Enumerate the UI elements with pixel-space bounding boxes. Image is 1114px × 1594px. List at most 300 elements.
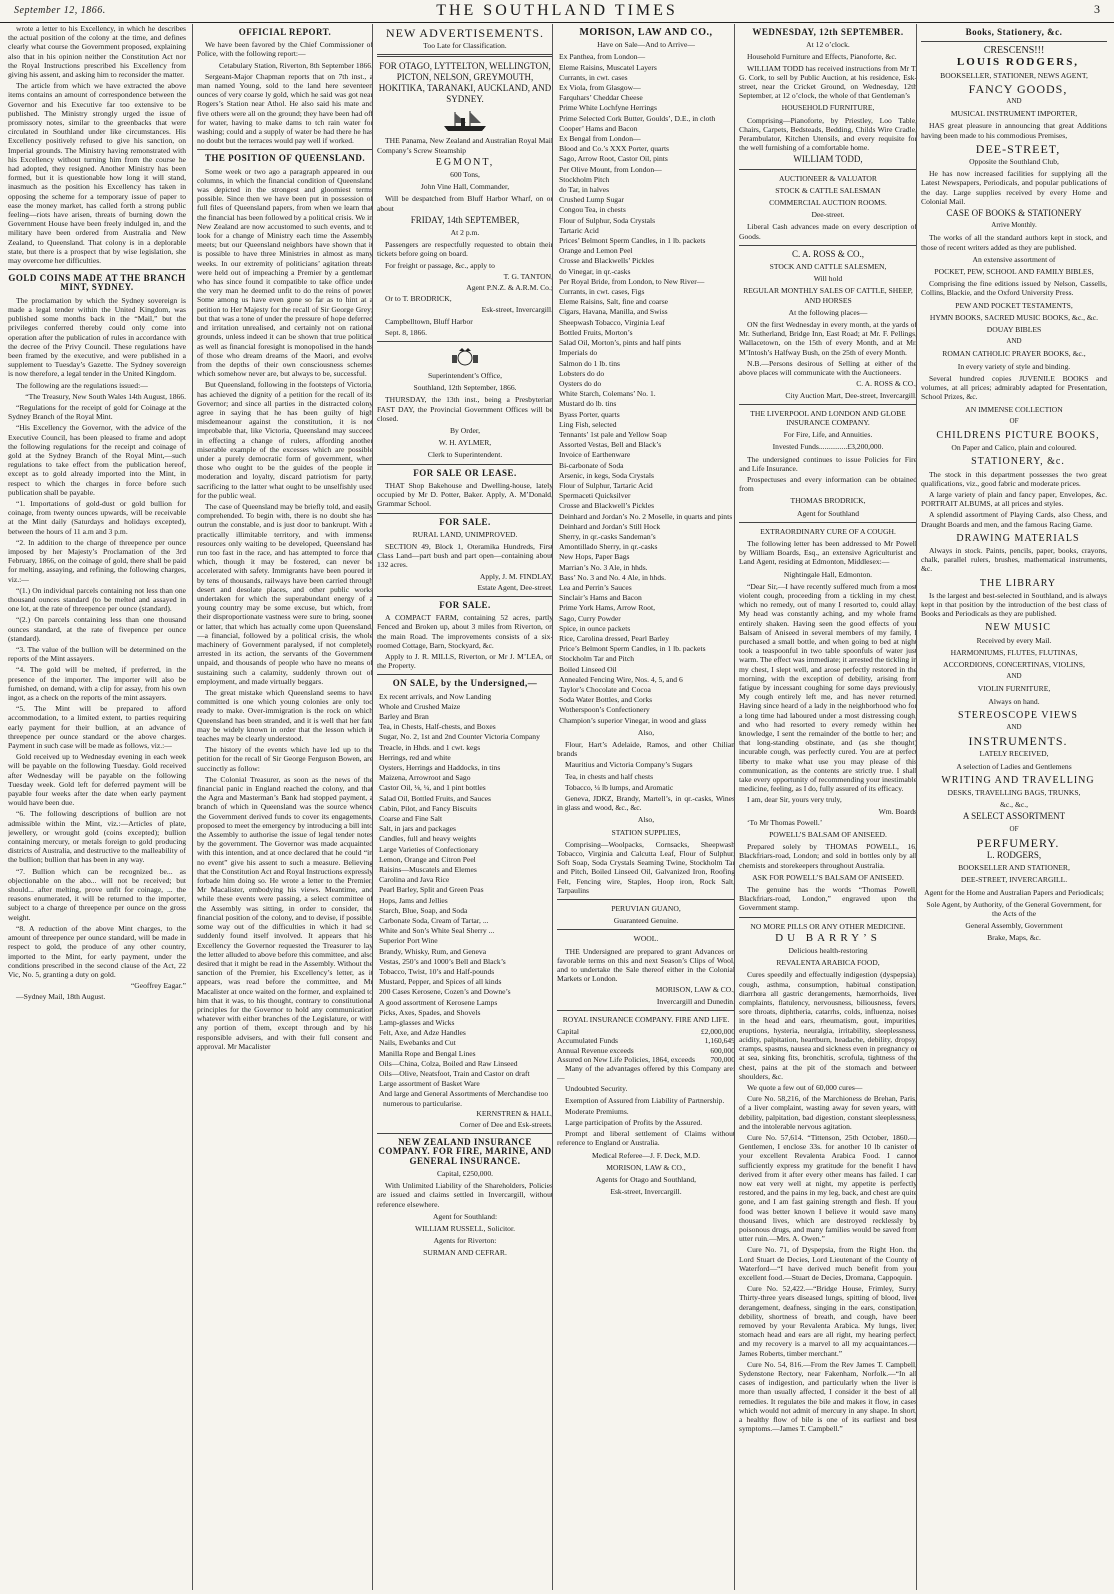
ad-text: Agents for Otago and Southland, <box>595 1174 697 1184</box>
ad-heading: WOOL. <box>633 934 659 944</box>
ad-heading: LOUIS RODGERS, <box>956 56 1080 69</box>
article-paragraph: “(1.) On individual parcels containing not less than one thousand ounces standard (to be melted and assayed in one lot, at the rate of threepence per ounce (standard). <box>8 585 186 614</box>
ad-text: THE Panama, New Zealand and Australian Royal Mail Company’s Screw Steamship <box>377 136 553 155</box>
list-item: Wotherspoon’s Confectionery <box>559 705 650 715</box>
list-item: Crushed Lump Sugar <box>559 195 624 205</box>
column-5 <box>734 24 917 1590</box>
ad-text: POWELL’S BALSAM OF ANISEED. <box>769 830 887 840</box>
list-item: Brandy, Whisky, Rum, and Geneva <box>379 946 487 956</box>
ad-heading: POCKET, PEW, SCHOOL AND FAMILY BIBLES, <box>934 267 1094 277</box>
ad-text: City Auction Mart, Dee-street, Invercargill. <box>785 390 917 400</box>
divider <box>377 464 553 465</box>
ad-text: Also, <box>637 815 655 825</box>
divider <box>739 404 917 405</box>
divider <box>377 513 553 514</box>
ad-text: We quote a few out of 60,000 cures— <box>747 1082 863 1092</box>
article-paragraph: “1. Importations of gold-dust or gold bullion for coinage, from twenty ounces upwards, will be receivable at the Mint daily (Saturdays and holidays excepted), between the hours of 11 a.m and 3 p.m. <box>8 498 186 536</box>
list-item: Sheepwash Tobacco, Virginia Leaf <box>559 317 665 327</box>
article-paragraph: The article from which we have extracted the above items contains an amount of correspondence between the Governor and his Executive far too extensive to be published. The Ministry strongly urged the issue of promissory notes, similar to the greenbacks that were circulated in Southland under like circumstances. His Excellency positively refused to give his sanction, on Imperial grounds. The Ministry having remonstrated with his Excellency without turning him from the course he had adopted, they resigned. Another Ministry has been formed, but it is questionable how long it will stand, inasmuch as the position his Excellency has taken in opposing the scheme for a temporary issue of paper to ease the money market, has called forth a strong public feeling—riots have arisen, threats of burning down the Government House have been freely indulged in, and the military have been ordered from Australia and New Zealand, to Queensland. That colony is in a deplorable state, but there is a prospect that by wise legislation, she may overcome her difficulties. <box>8 81 186 266</box>
article-paragraph: The proclamation by which the Sydney sovereign is made a legal tender within the United Kingdom, was published some months back in the “Mail,” but the privileges conferred thereby could only come into operation after the publication of rules in accordance with the decree of the Privy Council. These regulations have been framed by the executive, and were published in a supplement to Tuesday’s Gazette. The Sydney sovereign is now therefore, a legal tender in the United Kingdom. <box>8 295 186 379</box>
ad-heading: FOR SALE. <box>439 599 491 610</box>
ad-text: Comprising—Woolpacks, Cornsacks, Sheepwash Tobacco, Virginia and Calcutta Leaf, Flour of Sulphur, Soft Soap, Soda Crystals Seaming Twine, Stockholm Tar and Pitch, Boiled Linseed Oil, Galvanized Iron, Roofing Felt, Fencing wire, Staples, Hoop iron, Rock Salt, Tarpaulins <box>557 839 735 895</box>
list-item: Deinhard and Jordan’s Still Hock <box>559 521 661 531</box>
section-subhead: Too Late for Classification. <box>423 41 507 51</box>
list-item: Carolina and Java Rice <box>379 875 450 885</box>
page-number: 3 <box>1094 2 1100 16</box>
ad-text: STATION SUPPLIES, <box>611 827 681 837</box>
ad-text: A selection of Ladies and Gentlemens <box>956 761 1072 771</box>
ad-text: The stock in this department possesses the two great qualifications, viz., good fabric and moderate prices. <box>921 469 1107 488</box>
list-item: Raisins—Muscatels and Elemes <box>379 865 477 874</box>
ad-heading: WRITING AND TRAVELLING <box>941 774 1095 786</box>
list-item: Prices’ Belmont Sperm Candles, in 1 lb. packets <box>559 236 706 246</box>
ad-text: Will hold <box>813 274 843 284</box>
list-item: Crosse and Blackwells’ Pickles <box>559 256 654 266</box>
article-headline: OFFICIAL REPORT. <box>238 27 332 37</box>
ad-text: COMMERCIAL AUCTION ROOMS. <box>769 198 887 208</box>
ad-text: Corner of Dee and Esk-streets. <box>459 1120 553 1130</box>
ad-heading: A SELECT ASSORTMENT <box>962 811 1066 822</box>
ad-heading: VIOLIN FURNITURE, <box>977 684 1051 694</box>
list-item: Vestas, 250’s and 1000’s Bell and Black’s <box>379 956 506 966</box>
ad-text: ON the first Wednesday in every month, at the yards of Mr. Sutherland, Bridge Inn, East Road; at Mr. F. Pellings, Wallacetown, on the 15th of every Month, and at Mr. M’Intosh’s Halfway Bush, on the 25th of every Month. <box>739 320 917 357</box>
divider <box>377 596 553 597</box>
list-item: Lamp-glasses and Wicks <box>379 1018 455 1028</box>
ad-text: At the following places— <box>788 307 868 317</box>
list-item: Per Royal Bride, from London, to New River— <box>559 276 705 286</box>
ad-text: OF <box>1009 824 1019 833</box>
list-item: do Tar, in halves <box>559 185 610 195</box>
list-item: Salmon do 1 lb. tins <box>559 358 620 368</box>
ad-text: At 12 o’clock. <box>806 40 850 50</box>
ad-text: A large variety of plain and fancy paper, Envelopes, &c. PORTRAIT ALBUMS, at all prices and styles. <box>921 489 1107 509</box>
divider <box>557 929 735 930</box>
ad-text: Comprising the fine editions issued by Nelson, Cassells, Collins, Blackie, and the Oxford University Press. <box>921 279 1107 298</box>
list-item: Stockholm Tar and Pitch <box>559 654 635 664</box>
ad-text: WILLIAM TODD has received instructions from Mr T. G. Cork, to sell by Public Auction, at his residence, Esk-street, near the Cricket Ground, on Wednesday, 12th September, at 12 o’clock, the whole of that Gentleman’s <box>739 63 917 101</box>
article-paragraph: The Colonial Treasurer, as soon as the news of the financial panic in England reached the colony, and that the Agra and Masterman’s Bank had stopped payment, a branch of which in Queensland was the source whence the Government derived funds to cover its engagements, proposed to meet the emergency by introducing a bill into the Assembly to authorise the issue of legal tender notes by the government. The Governor was made acquainted with this intention, and at once declared that he could “in no event” give his assent to such a measure. Believing that the Constitution Act and Royal Instructions expressly forbade him doing so. He wrote a letter to the Premier, Mr Macalister, embodying his views. Meantime, and while these events were passing, a select committee of the Assembly was sitting, in order to consider, the financial position of the colony, and to devise, if possible, some way out of the difficulties in which it had so suddenly found itself involved. It appears that his Excellency the Governor requested the Treasurer to lay the letter alluded to above before this committee, and also desired that it might be read in the Assembly. Without the sanction of the Premier, his Excellency’s letter, as it appears, was read before the committee, and Mr Macalister at once waited on the former, and explained to him that it was, to his thought, contrary to constitutional principles for the Governor to hold any communication whatever with either branches of the Legislature, or with any portion of them, except through and by his responsible advisers, and with their full consent and approval. Mr Macalister <box>197 774 373 1051</box>
ad-text: Geneva, JDKZ, Brandy, Martell’s, in qr.-casks, Wines in glass and wood, &c., &c. <box>557 794 735 813</box>
list-item: Salad Oil, Morton’s, pints and half pints <box>559 338 681 348</box>
list-item: Tea, in Chests, Half-chests, and Boxes <box>379 722 496 732</box>
list-item: Felt, Axe, and Adze Handles <box>379 1028 466 1038</box>
list-item: Taylor’s Chocolate and Cocoa <box>559 685 651 694</box>
ad-heading: DRAWING MATERIALS <box>956 532 1080 544</box>
row-label: Capital <box>557 1027 579 1037</box>
ad-text: Brake, Maps, &c. <box>987 933 1041 943</box>
list-item: And large and General Assortments of Merchandise too numerous to particularise. <box>379 1089 549 1108</box>
ad-text: WILLIAM RUSSELL, Solicitor. <box>415 1223 515 1233</box>
list-item: Farquhars’ Cheddar Cheese <box>559 93 643 103</box>
list-item: Currants, in cwt. cases, Figs <box>559 287 645 297</box>
article-paragraph: Sergeant-Major Chapman reports that on 7th inst., a man named Young, sold to the land here seventeen ounces of very coarse ly gold, which he said was got near Rogers’s Station near Athol. He also said his mate and five others were all on the ground; they have been had off for water, having to make dams to tch rain water for washing; could and a supply of water be had there he has no doubt but the terraces would pay well if worked. <box>197 71 373 146</box>
list-item: Bass’ No. 3 and No. 4 Ale, in hhds. <box>559 572 667 582</box>
ad-text: Wm. Boards <box>878 806 917 816</box>
ad-text: ASK FOR POWELL’S BALSAM OF ANISEED. <box>752 872 904 882</box>
ad-heading: STEREOSCOPE VIEWS <box>958 709 1078 721</box>
row-value: 1,160,649 <box>704 1036 735 1046</box>
ad-text: “Dear Sir,—I have recently suffered much from a most violent cough, proceeding from a tickling in my chest, which no remedy, out of many I resorted to, could allay. My head was constantly aching, and my whole frame entirely shaken. Having seen the good effects of your Balsam of Aniseed in several members of my family, I purchased a small bottle, and when going to bed at night took a teaspoonful in two table spoonfuls of water just warm. The effect was immediate; it arrested the tickling in my chest, I slept well, and arose perfectly restored in the morning, with the exception of debility, arising from fatigue by incessant coughing for some days previously. My cough entirely left me, and has never returned. Having since heard of a lady in the neighborhood who for a long time had laboured under a most distressing cough, and who had resorted to every remedy within her knowledge, I sent the remainder of the bottle to her; and that long-standing obstinate, and (as she thought) incurable cough, was perfectly cured. You are at perfect liberty to make what use you may please of this communication, as the contents are strictly true. I shall take every opportunity of recommending your inestimable medicine, feeling, as I do, fully assured of its efficacy. <box>739 581 917 794</box>
ad-text: Agents for Riverton: <box>433 1236 497 1246</box>
ad-text: Cure No. 52,422.—“Bridge House, Frimley, Surry. Thirty-three years diseased lungs, spitting of blood, liver derangement, deafness, singing in the ears, constipation, debility, shortness of breath, and cough, have been removed by your Revalenta Arabica. My lungs, liver, stomach head and ears are all right, my hearing perfect, and my recovery is a marvel to all my acquaintances.—James Roberts, timber merchant.” <box>739 1284 917 1358</box>
table-row <box>557 1027 735 1036</box>
royal-crest-icon <box>450 346 480 368</box>
ad-text: Flour, Hart’s Adelaide, Ramos, and other Chilian brands <box>557 740 735 759</box>
divider <box>557 899 735 900</box>
list-item: Bi-carbonate of Soda <box>559 460 624 470</box>
list-item: Spermaceti Quicksilver <box>559 491 631 501</box>
ad-text: THURSDAY, the 13th inst., being a Presbyterian FAST DAY, the Provincial Government Offices will be closed. <box>377 395 553 423</box>
ad-text: MORISON, LAW & CO., <box>655 985 735 995</box>
goods-list <box>557 52 735 724</box>
ad-text: ‘To Mr Thomas Powell.’ <box>747 817 823 827</box>
ad-heading: EXTRAORDINARY CURE OF A COUGH. <box>760 526 896 536</box>
divider <box>377 54 553 57</box>
masthead <box>0 0 1114 23</box>
ad-heading: BOOKSELLER AND STATIONER, <box>958 863 1070 873</box>
list-item: Ling Fish, selected <box>559 419 617 429</box>
ad-text: REVALENTA ARABICA FOOD, <box>776 958 880 968</box>
list-item: Tartaric Acid <box>559 225 599 235</box>
list-item: Stockholm Pitch <box>559 174 610 184</box>
ad-heading: HYMN BOOKS, SACRED MUSIC BOOKS, &c., &c. <box>929 312 1099 322</box>
article-paragraph: Some week or two ago a paragraph appeared in our columns, in which the financial condition of Queensland was depicted in the strongest and gloomiest terms possible. Since then we have been put in possession of full files of Queensland papers, from when we learn that the financial has been followed by a political crisis. We in New Zealand are now accustomed to such events, and to look for a change of Ministry each time the Assembly meets; but our Queensland neighbors have shown that it is possible to have three Ministries in almost as many weeks. In our extremity of politicians’ agitation threats were held out of impeaching a Premier by a gentleman who has since found it compatible to take office under the very man he deemed unfit to do the reins of power. Some among us have even gone so far as to hint at a petition to Her Majesty for the recall of Sir George Grey; but that was a tone of under the pressure of hope deferred and irritation unrealised, and certainly not on rational grounds, unless indeed it can be shown that true political as well as financial foresight is monopolised in the hands of those who dream dreams of the Maori, and evolve from the depths of their own consciousness schemes which somehow never are, but always to be, successful. <box>197 166 373 379</box>
ad-text: At 2 p.m. <box>450 228 480 238</box>
ad-text: Campbelltown, Bluff Harbor <box>385 316 473 326</box>
ad-heading: WEDNESDAY, 12th SEPTEMBER. <box>752 27 904 37</box>
ad-text: WILLIAM TODD, <box>793 154 863 165</box>
list-item: 200 Cases Kerosene, Cozen’s and Downe’s <box>379 987 511 997</box>
list-item: Congou Tea, in chests <box>559 205 626 215</box>
ad-heading: FOR SALE OR LEASE. <box>413 467 517 478</box>
ad-heading: PERFUMERY. <box>976 835 1060 850</box>
ad-text: Cure No. 57,614. “Tittenson, 25th October, 1860.—Gentlemen, I enclose 33s. for another 10 lb canister of your excellent Revalenta Arabica Food. I cannot sufficiently express my gratitude for the benefit I have derived from it after every other means has failed. I can now eat very well at night, my appetite is perfectly restored, and the pains in my leg, back, and chest are quite gone, and I am fast gaining strength and flesh. If your food was better known I believe it would save many thousand lives, which are destroyed recklessly by poisonous drugs, and many families would be saved from utter ruin.—Mrs. A. Owen.” <box>739 1132 917 1244</box>
article-headline: GOLD COINS MADE AT THE BRANCH MINT, SYDNEY. <box>8 273 186 293</box>
ad-heading: DOUAY BIBLES <box>986 325 1042 335</box>
ad-text: Southland, 12th September, 1866. <box>413 383 517 393</box>
list-item: Per Olive Mount, from London— <box>559 164 662 174</box>
ad-text: Superintendent’s Office, <box>427 371 503 381</box>
list-item: Imperials do <box>559 348 598 358</box>
article-paragraph: “The Treasury, New South Wales 14th August, 1866. <box>25 391 186 401</box>
list-item: Hops, Jams and Jellies <box>379 895 448 905</box>
ad-heading: THE LIVERPOOL AND LONDON AND GLOBE INSURANCE COMPANY. <box>750 408 906 427</box>
ad-text: Medical Referee—J. F. Deck, M.D. <box>592 1150 700 1160</box>
ad-text: AND <box>1006 672 1022 681</box>
columns <box>8 24 1108 1590</box>
list-item: Herrings, red and white <box>379 752 451 762</box>
list-item: Castor Oil, ⅛, ¼, and 1 pint bottles <box>379 783 486 793</box>
ad-heading: FOR OTAGO, LYTTELTON, WELLINGTON, PICTON, NELSON, GREYMOUTH, HOKITIKA, TARANAKI, AUCKLAND, AND SYDNEY. <box>378 61 552 105</box>
ad-text: Agent P.N.Z. & A.R.M. Co.; <box>466 283 553 293</box>
list-item: Coarse and Fine Salt <box>379 813 443 823</box>
ad-text: Clerk to Superintendent. <box>427 450 503 460</box>
ad-text: Dee-street. <box>811 210 845 220</box>
article-paragraph: Gold received up to Wednesday evening in each week will be payable on the following Tuesday. Gold received after Wednesday will be payable on the following Tuesday week. Gold left for deferred payment will be payable four weeks after the date when early payment would have been due. <box>8 752 186 808</box>
article-paragraph: “8. A reduction of the above Mint charges, to the amount of threepence per ounce standard, will be made in respect to gold, the produce of any other country, imported to the Mint, for early payment, under the conditions prescribed in the second clause of the Act, 22 Vic, No. 5, granting a duty on gold. <box>8 923 186 979</box>
section-headline: NEW ADVERTISEMENTS. <box>385 26 545 40</box>
ad-text: An extensive assortment of <box>972 254 1056 264</box>
list-item: Marrian’s No. 3 Ale, in hhds. <box>559 562 648 572</box>
ad-date: FRIDAY, 14th SEPTEMBER, <box>410 214 520 225</box>
divider <box>377 1133 553 1134</box>
ad-text: C. A. ROSS & CO., <box>856 379 917 389</box>
column-4 <box>552 24 735 1590</box>
list-item: A good assortment of Kerosene Lamps <box>379 997 498 1007</box>
ad-text: Cures speedily and effectually indigestion (dyspepsia), cough, asthma, consumption, habitual constipation, diarrhœa all gastric derangements, hæmorrhoids, liver complaints, flatulency, nervousness, biliousness, fevers, sore throats, diphtheria, catarrhs, colds, influenza, noises in the head and ears, rheumatism, gout, impurities, eruptions, hysteria, neuralgia, irritability, sleeplessness, acidity, palpitation, heartburn, headache, debility, dropsy, cramps, spasms, nausea and sickness even in pregnancy or at sea, sinking fits, bronchitis, scrofula, tightness of the chest, pains at the pit of the stomach and between shoulders, &c. <box>739 970 917 1081</box>
list-item: Eleme Raisins, Salt, fine and coarse <box>559 297 669 307</box>
ad-heading: PEW AND POCKET TESTAMENTS, <box>955 300 1073 310</box>
ad-text: Prospectuses and every information can be obtained from <box>739 474 917 494</box>
article-paragraph: wrote a letter to his Excellency, in which he describes the actual position of the colony at the time, and defines clearly what course the Government proposed, explaining also that in his opinion neither the Constitution Act nor the Royal Instructions prescribed his Excellency from giving his assent, and asking him to reconsider the matter. <box>8 24 186 80</box>
list-item: Sago, Curry Powder <box>559 613 621 623</box>
list-item: Champion’s superior Vinegar, in wood and glass <box>559 715 707 725</box>
list-item: Cooper’ Hams and Bacon <box>559 123 638 133</box>
list-item: Ex Viola, from Glasgow— <box>559 83 641 93</box>
ad-text: Apply to J. R. MILLS, Riverton, or Mr J. M’LEA, on the Property. <box>377 651 553 671</box>
ad-text: DEE-STREET, INVERCARGILL. <box>960 875 1068 885</box>
article-paragraph: Cetabulary Station, Riverton, 8th September 1866. <box>219 60 373 70</box>
table-row <box>557 1046 735 1055</box>
ad-text: He has now increased facilities for supplying all the Latest Newspapers, Periodicals, and popular publications of the day. Large supplies received by every Home and Colonial Mail. <box>921 169 1107 206</box>
ad-heading: CHILDRENS PICTURE BOOKS, <box>936 429 1100 441</box>
ad-text: Moderate Premiums. <box>565 1106 629 1116</box>
list-item: Oils—China, Colza, Boiled and Raw Linseed <box>379 1058 518 1068</box>
list-item: Nails, Ewebanks and Cut <box>379 1038 456 1048</box>
list-item: Arsenic, in kegs, Soda Crystals <box>559 470 654 480</box>
ad-heading: HARMONIUMS, FLUTES, FLUTINAS, <box>950 647 1078 657</box>
list-item: Whole and Crushed Maize <box>379 701 461 711</box>
ad-text: Will be despatched from Bluff Harbor Wharf, on or about <box>377 194 553 213</box>
list-item: Assorted Vestas, Bell and Black’s <box>559 440 662 450</box>
article-headline: THE POSITION OF QUEENSLAND. <box>204 153 366 164</box>
list-item: Sago, Arrow Root, Castor Oil, pints <box>559 154 668 164</box>
ad-text: 600 Tons, <box>450 170 480 180</box>
ad-text: With Unlimited Liability of the Shareholders, Policies are issued and claims settled in Invercargill, without reference elsewhere. <box>377 1181 553 1209</box>
ad-text: Esk-street, Invercargill. <box>481 305 553 315</box>
list-item: Boiled Linseed Oil <box>559 664 617 674</box>
ad-heading: L. RODGERS, <box>986 850 1042 861</box>
ad-heading: MORISON, LAW AND CO., <box>579 27 713 38</box>
divider <box>739 917 917 918</box>
ad-heading: ACCORDIONS, CONCERTINAS, VIOLINS, <box>943 659 1085 669</box>
ad-text: T. G. TANTON, <box>503 271 553 281</box>
list-item: Prime York Hams, Arrow Root, <box>559 603 655 613</box>
ad-text: Many of the advantages offered by this Company are:— <box>557 1063 735 1083</box>
ad-text: AUCTIONEER & VALUATOR <box>779 173 877 183</box>
list-item: Amontillado Sherry, in qr.-casks <box>559 542 658 552</box>
article-paragraph: But Queensland, following in the footsteps of Victoria, has achieved the dignity of a petition for the recall of its Governor; and since all parties in the distracted colony agree in saying that he has been guilty of high misdemeanour against the constitution, it is not improbable that, like Victoria, Queensland may succeed in effecting a change of rulers, affording another miserable example of the excesses which are possible under a purely democratic form of government, when those who ought to be the guides of the people in moderation and loyalty, discard patriotism for party, sacrificing to the latter what ought to be unselfishly used for the public weal. <box>197 380 373 500</box>
ad-text: General Assembly, Government <box>965 921 1063 931</box>
ad-text: Guaranteed Genuine. <box>613 916 679 926</box>
ad-heading: CASE OF BOOKS & STATIONERY <box>946 208 1082 219</box>
ad-text: I am, dear Sir, yours very truly, <box>747 795 842 805</box>
ad-text: SURMAN AND CEFRAR. <box>423 1248 507 1258</box>
ad-text: MORISON, LAW & CO., <box>606 1162 686 1172</box>
row-label: Accumulated Funds <box>557 1036 618 1046</box>
ad-text: W. H. AYLMER, <box>438 438 492 448</box>
ad-text: Agent for Southland: <box>432 1211 498 1221</box>
ad-text: For Fire, Life, and Annuities. <box>783 430 873 440</box>
list-item: Cigars, Havana, Manilla, and Swiss <box>559 307 668 317</box>
list-item: Prime Selected Cork Butter, Goulds’, D.E., in cloth <box>559 113 716 123</box>
ad-text: Exemption of Assured from Liability of Partnership. <box>565 1095 725 1105</box>
ad-text: The works of all the standard authors kept in stock, and those of recent writers added as they are published. <box>921 233 1107 252</box>
ad-text: N.B.—Persons desirous of Selling at either of the above places will communicate with the Auctioneers. <box>739 358 917 378</box>
ad-subhead: Have on Sale—And to Arrive— <box>597 40 695 50</box>
ad-text: For freight or passage, &c., apply to <box>385 260 495 270</box>
list-item: Oils—Olive, Neatsfoot, Train and Castor on draft <box>379 1069 530 1079</box>
list-item: Soda Water Bottles, and Corks <box>559 695 653 705</box>
ad-text: Sole Agent, by Authority, of the General Government, for the Acts of the <box>926 899 1102 919</box>
article-paragraph: “6. The following descriptions of bullion are not admissible within the Mint, viz.:—Articles of plate, jewellery, or wrought gold (coins excepted); bullion containing mercury, or metals foreign to gold producing districts of Australia, and destructive to the malleability of the bullion; bullion that has been in any way. <box>8 809 186 865</box>
list-item: Tennants’ 1st pale and Yellow Soap <box>559 429 667 439</box>
divider <box>8 269 186 270</box>
ad-text: Cure No. 71, of Dyspepsia, from the Right Hon. the Lord Stuart de Decies, Lord Lieutenant of the County of Waterford—“I have derived much benefit from your excellent food.—Stuart de Decies, Dromana, Cappoquin. <box>739 1245 917 1282</box>
ad-text: HOUSEHOLD FURNITURE, <box>781 103 875 113</box>
list-item: Crosse and Blackwell’s Pickles <box>559 501 655 511</box>
ad-text: Cure No. 54, 816.—From the Rev James T. Campbell, Sydenstone Rectory, near Fakenham, Norfolk.—“In all cases of indigestion, and particularly when the liver is more than usually affected, I consider it the best of all remedies. It regulates the bile and makes it flow, in cases which would not admit of mercury in any shape. In short, a healthy flow of bile is one of its earliest and best symptoms.—James T. Campbell.” <box>739 1359 917 1434</box>
list-item: Rice, Carolina dressed, Pearl Barley <box>559 633 670 643</box>
newspaper-title: THE SOUTHLAND TIMES <box>436 2 678 19</box>
article-paragraph: “4. The gold will be melted, if preferred, in the presence of the importer. The importer will also be furnished, on demand, with a clip for assay, from his own ingot, as a check on the reports of the mint assayers. <box>8 665 186 703</box>
table-row <box>557 1055 735 1064</box>
ad-text: REGULAR MONTHLY SALES OF CATTLE, SHEEP, AND HORSES <box>743 286 913 305</box>
ad-heading: ROMAN CATHOLIC PRAYER BOOKS, &c., <box>942 349 1086 359</box>
ad-heading: CRESCENS!!! <box>983 45 1045 57</box>
list-item: Maizena, Arrowroot and Sago <box>379 773 471 783</box>
ad-text: Arrive Monthly. <box>991 221 1037 230</box>
list-item: Ex Bengal from London— <box>559 134 641 144</box>
signature: “Geoffrey Eagar.” <box>130 981 186 991</box>
ad-text: Undoubted Security. <box>565 1084 628 1094</box>
row-value: 700,000 <box>710 1054 735 1064</box>
ad-heading: ROYAL INSURANCE COMPANY. FIRE AND LIFE. <box>562 1014 730 1024</box>
list-item: Barley and Bran <box>379 711 429 721</box>
list-item: Ex recent arrivals, and Now Landing <box>379 691 492 701</box>
ad-text: In every variety of style and binding. <box>957 361 1071 371</box>
ad-heading: DESKS, TRAVELLING BAGS, TRUNKS, <box>947 788 1081 797</box>
ad-heading: NEW MUSIC <box>985 622 1051 634</box>
article-paragraph: The great mistake which Queensland seems to have committed is one which young colonies are only too ready to make. Over-immigration is the rock on which Queensland has been stranded, and it is well that her fate may be widely known in order that the lesson which it teaches may be clearly understood. <box>197 688 373 744</box>
row-label: Assured on New Life Policies, 1864, exceeds <box>557 1054 695 1064</box>
ad-heading: FANCY GOODS, <box>968 81 1068 96</box>
ad-text: The genuine has the words “Thomas Powell, Blackfriars-road, London,” engraved upon the Government stamp. <box>739 885 917 913</box>
list-item: Spice, in ounce packets <box>559 623 631 633</box>
ad-heading: INSTRUMENTS. <box>968 734 1068 749</box>
divider <box>377 341 553 342</box>
divider <box>739 169 917 170</box>
list-item: Bottled Fruits, Morton’s <box>559 327 633 337</box>
ad-text: Large participation of Profits by the Assured. <box>565 1117 703 1127</box>
ad-text: Invercargill and Dunedin. <box>656 996 735 1006</box>
list-item: White and Son’s White Seal Sherry ... <box>379 926 495 936</box>
ad-heading: LATELY RECEIVED, <box>979 749 1049 759</box>
ad-text: Liberal Cash advances made on every description of Goods. <box>739 222 917 241</box>
ad-text: Estate Agent, Dee-street. <box>477 582 553 592</box>
list-item: Oysters do do <box>559 378 602 388</box>
ad-text: Several hundred copies JUVENILE BOOKS and volumes, at all prices; admirably adapted for Presentation, School Prizes, &c. <box>921 373 1107 402</box>
list-item: Ex Panthea, from London— <box>559 52 646 62</box>
list-item: Large assortment of Basket Ware <box>379 1079 480 1089</box>
ad-text: Cure No. 58,216, of the Marchioness de Brehan, Paris, of a liver complaint, wasting away for seven years, with debility, palpitation, bad digestion, constant sleeplessness, and the intolerable nervous agitation. <box>739 1094 917 1131</box>
ad-text: KERNSTREN & HALL, <box>476 1108 553 1118</box>
list-item: Flour of Sulphur, Soda Crystals <box>559 215 656 225</box>
article-paragraph: The following are the regulations issued:— <box>16 380 148 390</box>
list-item: Sherry, in qr.-casks Sandeman’s <box>559 531 656 541</box>
list-item: Sugar, No. 2, 1st and 2nd Counter Victoria Company <box>379 732 540 742</box>
list-item: Eleme Raisins, Muscatel Layers <box>559 62 657 72</box>
ad-text: Sept. 8, 1866. <box>385 327 427 337</box>
ad-text: Agent for Southland <box>796 508 859 518</box>
ad-text: The undersigned continues to issue Policies for Fire and Life Insurance. <box>739 454 917 473</box>
ad-heading: AN IMMENSE COLLECTION <box>965 404 1063 414</box>
ad-heading: DEE-STREET, <box>975 141 1061 156</box>
ad-text: AND <box>1006 97 1022 106</box>
divider <box>739 245 917 246</box>
issue-date: September 12, 1866. <box>14 5 106 16</box>
list-item: Prime White Lochfyne Herrings <box>559 103 657 113</box>
row-value: £2,000,000 <box>700 1027 735 1037</box>
table-row <box>557 1036 735 1045</box>
ad-heading: FOR SALE. <box>439 516 491 527</box>
article-paragraph: “2. In addition to the charge of threepence per ounce imposed by her Majesty’s Proclamation of the 3rd February, 1866, on the coinage of gold, there shall be paid for melting, assaying, and refining, the following charges, viz.:— <box>8 537 186 584</box>
ad-text: Or to T. BRODRICK, <box>385 294 452 304</box>
ad-text: Tea, in chests and half chests <box>565 771 654 781</box>
list-item: Picks, Axes, Spades, and Shovels <box>379 1007 481 1017</box>
list-item: Manilla Rope and Bengal Lines <box>379 1048 476 1058</box>
row-label: Annual Revenue exceeds <box>557 1045 634 1055</box>
list-item: Large Varieties of Confectionary <box>379 844 479 854</box>
ad-text: Delicious health-restoring <box>788 946 868 956</box>
list-item: Blood and Co.’s XXX Porter, quarts <box>559 144 670 154</box>
ad-text: Also, <box>637 727 655 737</box>
ship-name: EGMONT, <box>435 156 495 168</box>
list-item: Oysters, Herrings and Haddocks, in tins <box>379 762 501 772</box>
ad-text: STOCK AND CATTLE SALESMEN, <box>769 262 887 272</box>
row-value: 600,000 <box>710 1045 735 1055</box>
article-paragraph: The history of the events which have led up to the petition for the recall of Sir George Ferguson Bowen, are succinctly as follow: <box>197 745 373 773</box>
article-paragraph: “7. Bullion which can be recognized be... as objectionable on the abo... will not be received; but should... after melting, prove unfit for coinage, ... the reasons enumerated, it will be returned to the importer, subject to a charge of threepence per ounce on the gross weight. <box>8 866 186 922</box>
ad-heading: NO MORE PILLS OR ANY OTHER MEDICINE. <box>750 921 906 931</box>
ad-text: Is the largest and best-selected in Southland, and is always kept in that position by the introduction of the best class of Books and Periodicals as they are published. <box>921 590 1107 619</box>
list-item: Orange and Lemon Peel <box>559 246 633 256</box>
ad-text: THE Undersigned are prepared to grant Advances on favorable terms on this and next Season’s Clips of Wool, and to undertake the Sale thereof either in the Colonial Markets or London. <box>557 946 735 984</box>
list-item: Lea and Perrin’s Sauces <box>559 582 632 592</box>
article-paragraph: “5. The Mint will be prepared to afford accommodation, to a limited extent, to parties requiring early payment for their bullion, at an advance of threepence per ounce standard or the above charges. Payment in such case will be made as follows, viz.:— <box>8 704 186 751</box>
divider <box>739 522 917 523</box>
ad-text: Prompt and liberal settlement of Claims without reference to England or Australia. <box>557 1129 735 1148</box>
ad-text: &c., &c., <box>999 800 1029 810</box>
list-item: Currants, in cwt. cases <box>559 72 628 82</box>
column-1 <box>8 24 186 1590</box>
ad-text: Prepared solely by THOMAS POWELL, 16, Blackfriars-road, London; and sold in bottles only by all chemists and storekeepers throughout Australia. <box>739 842 917 870</box>
article-paragraph: “(2.) On parcels containing less than one thousand ounces standard, at the rate of fivepence per ounce (standard). <box>8 615 186 643</box>
ad-text: Agent for the Home and Australian Papers and Periodicals; <box>924 887 1104 897</box>
ad-text: AND <box>1006 337 1022 346</box>
ad-text: Tobacco, ¼ lb lumps, and Aromatic <box>565 782 674 792</box>
ad-heading: DU BARRY’S <box>775 931 881 944</box>
list-item: White Starch, Colemans’ No. 1. <box>559 389 656 399</box>
ad-text: Passengers are respectfully requested to obtain their tickets before going on board. <box>377 240 553 259</box>
list-item: Superior Port Wine <box>379 936 438 946</box>
ad-text: RURAL LAND, UNIMPROVED. <box>412 529 518 539</box>
list-item: Deinhard and Jordan’s No. 2 Moselle, in quarts and pints <box>559 511 733 521</box>
list-item: Price’s Belmont Sperm Candles, in 1 lb. packets <box>559 644 706 654</box>
article-paragraph: We have been favored by the Chief Commissioner of Police, with the following report:— <box>197 40 373 59</box>
ad-text: A splendid assortment of Playing Cards, also Chess, and Draught Boards and men, and the famous Racing Game. <box>921 510 1107 529</box>
ad-text: Household Furniture and Effects, Pianoforte, &c. <box>747 52 897 62</box>
